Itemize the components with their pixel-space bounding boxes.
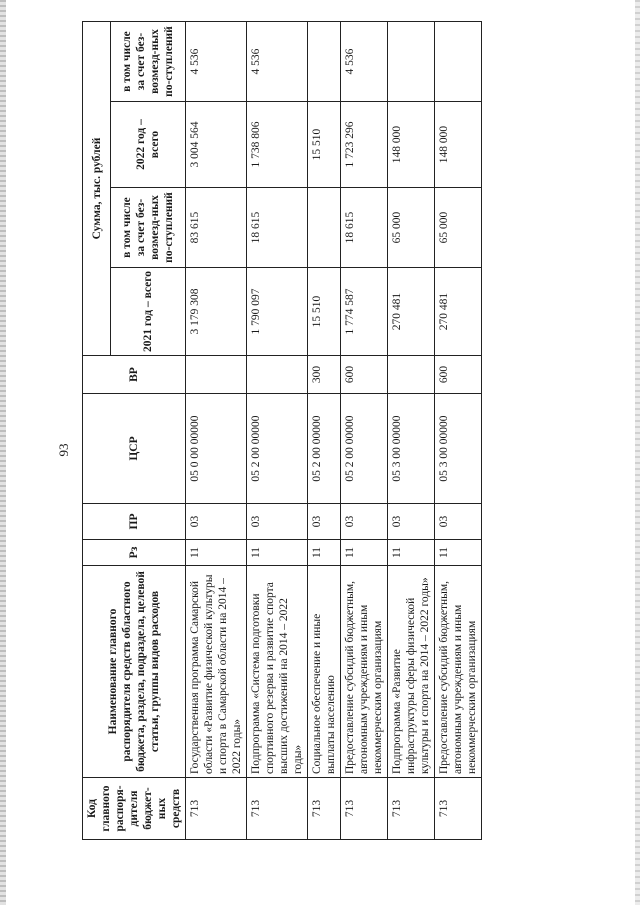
table-body <box>186 22 482 840</box>
cell-2021: 270 481 <box>388 268 435 356</box>
cell-name: Предоставление субсидий бюджетным, автономным учреждениям и иным некоммерческим организациям <box>435 566 482 778</box>
header-csr: ЦСР <box>83 394 186 504</box>
cell-kod: 713 <box>247 778 308 840</box>
cell-2022-bv: 4 536 <box>341 22 388 102</box>
cell-2021-bv: 65 000 <box>388 188 435 268</box>
scan-edge-left <box>0 0 6 905</box>
cell-2022-bv <box>435 22 482 102</box>
cell-2021: 1 774 587 <box>341 268 388 356</box>
header-pr: ПР <box>83 504 186 540</box>
cell-2022: 1 723 296 <box>341 102 388 188</box>
cell-vr: 300 <box>308 356 341 394</box>
cell-rz: 11 <box>247 540 308 566</box>
cell-kod: 713 <box>186 778 247 840</box>
cell-pr: 03 <box>388 504 435 540</box>
header-kod: Код главного распоря-дителя бюджет-ных средств <box>83 778 186 840</box>
header-vr: ВР <box>83 356 186 394</box>
cell-pr: 03 <box>341 504 388 540</box>
cell-2022: 148 000 <box>388 102 435 188</box>
cell-csr: 05 3 00 00000 <box>435 394 482 504</box>
cell-vr <box>247 356 308 394</box>
cell-2022: 15 510 <box>308 102 341 188</box>
header-2021-bv: в том числе за счет без-возмезд-ных по-ступлений <box>111 188 186 268</box>
page-number: 93 <box>56 443 71 457</box>
header-rz: Рз <box>83 540 186 566</box>
cell-vr: 600 <box>341 356 388 394</box>
cell-name: Социальное обеспечение и иные выплаты населению <box>308 566 341 778</box>
cell-kod: 713 <box>341 778 388 840</box>
cell-2022-bv: 4 536 <box>186 22 247 102</box>
cell-2021: 3 179 308 <box>186 268 247 356</box>
budget-table <box>82 21 482 840</box>
cell-name: Предоставление субсидий бюджетным, автономным учреждениям и иным некоммерческим организациям <box>341 566 388 778</box>
cell-csr: 05 3 00 00000 <box>388 394 435 504</box>
header-2021: 2021 год – всего <box>111 268 186 356</box>
cell-name: Подпрограмма «Система подготовки спортивного резерва и развитие спорта высших достижений на 2014 – 2022 годы» <box>247 566 308 778</box>
cell-2021-bv: 65 000 <box>435 188 482 268</box>
cell-pr: 03 <box>186 504 247 540</box>
cell-rz: 11 <box>308 540 341 566</box>
cell-pr: 03 <box>247 504 308 540</box>
cell-2021: 15 510 <box>308 268 341 356</box>
header-summa: Сумма, тыс. рублей <box>83 22 111 356</box>
cell-2022: 3 004 564 <box>186 102 247 188</box>
cell-pr: 03 <box>308 504 341 540</box>
cell-csr: 05 2 00 00000 <box>247 394 308 504</box>
table-row <box>308 22 341 840</box>
cell-2022: 1 738 806 <box>247 102 308 188</box>
rotated-page <box>50 20 610 880</box>
cell-rz: 11 <box>186 540 247 566</box>
cell-2021: 1 790 097 <box>247 268 308 356</box>
cell-csr: 05 0 00 00000 <box>186 394 247 504</box>
table-row <box>247 22 308 840</box>
cell-name: Подпрограмма «Развитие инфраструктуры сферы физической культуры и спорта на 2014 – 2022 годы» <box>388 566 435 778</box>
cell-rz: 11 <box>388 540 435 566</box>
cell-2022-bv: 4 536 <box>247 22 308 102</box>
table-row <box>435 22 482 840</box>
cell-2022-bv <box>308 22 341 102</box>
cell-2021: 270 481 <box>435 268 482 356</box>
cell-2022: 148 000 <box>435 102 482 188</box>
cell-name: Государственная программа Самарской области «Развитие физической культуры и спорта в Самарской области на 2014 – 2022 годы» <box>186 566 247 778</box>
table-row <box>341 22 388 840</box>
cell-2021-bv <box>308 188 341 268</box>
cell-2021-bv: 18 615 <box>247 188 308 268</box>
table-row <box>388 22 435 840</box>
cell-vr: 600 <box>435 356 482 394</box>
cell-csr: 05 2 00 00000 <box>308 394 341 504</box>
cell-pr: 03 <box>435 504 482 540</box>
table-row <box>186 22 247 840</box>
cell-rz: 11 <box>435 540 482 566</box>
header-naim: Наименование главного распорядителя средств областного бюджета, раздела, подраздела, целевой статьи, группы видов расходов <box>83 566 186 778</box>
cell-kod: 713 <box>308 778 341 840</box>
cell-rz: 11 <box>341 540 388 566</box>
cell-kod: 713 <box>435 778 482 840</box>
cell-vr <box>186 356 247 394</box>
cell-2022-bv <box>388 22 435 102</box>
cell-kod: 713 <box>388 778 435 840</box>
scan-edge-right <box>635 0 640 905</box>
cell-vr <box>388 356 435 394</box>
cell-2021-bv: 83 615 <box>186 188 247 268</box>
cell-2021-bv: 18 615 <box>341 188 388 268</box>
cell-csr: 05 2 00 00000 <box>341 394 388 504</box>
header-2022-bv: в том числе за счет без-возмезд-ных по-ступлений <box>111 22 186 102</box>
header-2022: 2022 год – всего <box>111 102 186 188</box>
